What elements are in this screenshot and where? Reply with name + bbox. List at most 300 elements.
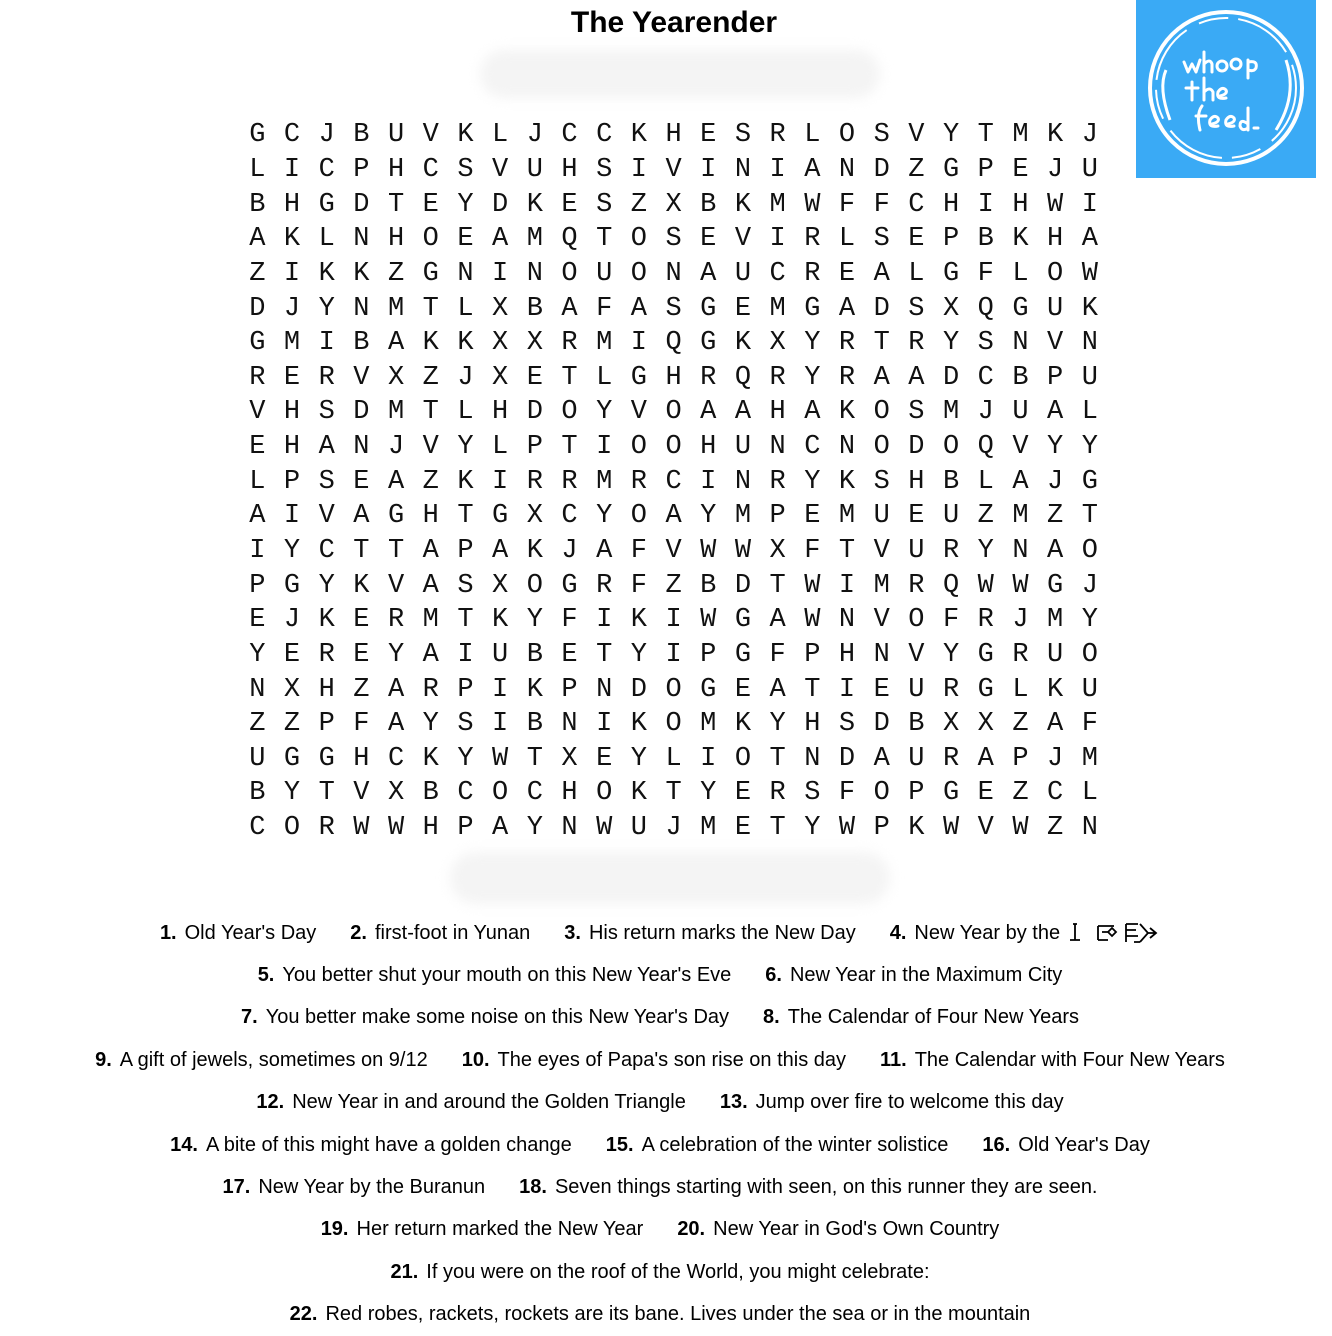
grid-letter[interactable]: N — [838, 154, 856, 185]
grid-letter[interactable]: S — [873, 224, 890, 255]
grid-letter[interactable]: V — [353, 778, 370, 809]
grid-letter[interactable]: P — [942, 224, 960, 255]
grid-letter[interactable]: Z — [249, 258, 266, 289]
grid-letter[interactable]: G — [561, 570, 578, 601]
grid-letter[interactable]: S — [457, 154, 474, 185]
grid-letter[interactable]: I — [283, 154, 301, 185]
grid-letter[interactable]: L — [457, 397, 474, 428]
grid-letter[interactable]: K — [630, 778, 647, 809]
grid-letter[interactable]: F — [1081, 709, 1098, 740]
grid-letter[interactable]: T — [318, 778, 335, 809]
grid-letter[interactable]: V — [1047, 328, 1064, 359]
grid-letter[interactable]: N — [353, 432, 370, 463]
grid-letter[interactable]: O — [283, 813, 301, 844]
grid-letter[interactable]: W — [492, 743, 509, 774]
grid-letter[interactable]: U — [492, 639, 509, 670]
grid-letter[interactable]: B — [422, 778, 439, 809]
grid-letter[interactable]: X — [387, 778, 405, 809]
grid-letter[interactable]: G — [1047, 570, 1064, 601]
grid-letter[interactable]: R — [942, 536, 960, 566]
grid-letter[interactable]: R — [908, 328, 925, 359]
grid-letter[interactable]: A — [387, 709, 405, 740]
grid-letter[interactable]: I — [492, 709, 509, 740]
grid-letter[interactable]: J — [1012, 605, 1029, 636]
grid-letter[interactable]: H — [353, 743, 370, 774]
grid-letter[interactable]: A — [561, 293, 578, 324]
grid-letter[interactable]: A — [1047, 397, 1064, 428]
grid-letter[interactable]: C — [561, 501, 578, 532]
grid-letter[interactable]: X — [492, 362, 509, 393]
grid-letter[interactable]: M — [1081, 743, 1098, 774]
grid-letter[interactable]: T — [561, 432, 578, 463]
grid-letter[interactable]: N — [838, 432, 856, 463]
grid-letter[interactable]: F — [769, 639, 786, 670]
grid-letter[interactable]: W — [596, 813, 613, 844]
grid-letter[interactable]: G — [387, 501, 405, 532]
grid-letter[interactable]: G — [804, 293, 821, 324]
grid-letter[interactable]: Z — [1012, 709, 1029, 740]
grid-letter[interactable]: S — [665, 293, 682, 324]
grid-letter[interactable]: C — [249, 813, 266, 844]
grid-letter[interactable]: H — [1012, 189, 1029, 220]
grid-letter[interactable]: C — [526, 778, 543, 809]
grid-letter[interactable]: F — [630, 536, 647, 566]
grid-letter[interactable]: S — [908, 293, 925, 324]
grid-letter[interactable]: U — [596, 258, 613, 289]
grid-letter[interactable]: W — [387, 813, 405, 844]
grid-letter[interactable]: M — [596, 328, 613, 359]
grid-letter[interactable]: V — [422, 120, 439, 151]
grid-letter[interactable]: H — [665, 362, 682, 393]
grid-letter[interactable]: B — [249, 778, 266, 809]
grid-letter[interactable]: I — [457, 639, 474, 670]
grid-letter[interactable]: V — [387, 570, 405, 601]
grid-letter[interactable]: A — [804, 154, 821, 185]
grid-letter[interactable]: O — [630, 258, 647, 289]
grid-letter[interactable]: H — [942, 189, 960, 220]
grid-letter[interactable]: O — [665, 432, 682, 463]
grid-letter[interactable]: Y — [318, 570, 335, 601]
grid-letter[interactable]: E — [873, 674, 890, 705]
grid-letter[interactable]: V — [630, 397, 647, 428]
grid-letter[interactable]: M — [526, 224, 543, 255]
grid-letter[interactable]: P — [804, 639, 821, 670]
grid-letter[interactable]: C — [283, 120, 301, 151]
grid-letter[interactable]: W — [734, 536, 752, 566]
grid-letter[interactable]: Z — [249, 709, 266, 740]
grid-letter[interactable]: U — [734, 432, 752, 463]
grid-letter[interactable]: U — [1081, 674, 1098, 705]
grid-letter[interactable]: I — [596, 605, 613, 636]
grid-letter[interactable]: N — [769, 432, 786, 463]
grid-letter[interactable]: L — [1012, 258, 1029, 289]
grid-letter[interactable]: B — [353, 328, 370, 359]
grid-letter[interactable]: M — [700, 813, 717, 844]
grid-letter[interactable]: D — [353, 189, 370, 220]
grid-letter[interactable]: Q — [977, 432, 994, 463]
grid-letter[interactable]: F — [977, 258, 994, 289]
grid-letter[interactable]: R — [387, 605, 405, 636]
grid-letter[interactable]: M — [942, 397, 960, 428]
grid-letter[interactable]: W — [353, 813, 370, 844]
grid-letter[interactable]: N — [873, 639, 890, 670]
grid-letter[interactable]: I — [283, 501, 301, 532]
grid-letter[interactable]: V — [908, 639, 925, 670]
grid-letter[interactable]: K — [734, 709, 752, 740]
grid-letter[interactable]: P — [977, 154, 994, 185]
grid-letter[interactable]: Z — [908, 154, 925, 185]
grid-letter[interactable]: A — [1047, 536, 1064, 566]
grid-letter[interactable]: M — [700, 709, 717, 740]
grid-letter[interactable]: A — [977, 743, 994, 774]
grid-letter[interactable]: Y — [422, 709, 439, 740]
grid-letter[interactable]: I — [492, 674, 509, 705]
grid-letter[interactable]: E — [977, 778, 994, 809]
grid-letter[interactable]: G — [942, 258, 960, 289]
grid-letter[interactable]: D — [873, 709, 890, 740]
grid-letter[interactable]: Y — [526, 813, 543, 844]
grid-letter[interactable]: D — [526, 397, 543, 428]
grid-letter[interactable]: J — [457, 362, 474, 393]
grid-letter[interactable]: D — [838, 743, 856, 774]
grid-letter[interactable]: D — [908, 432, 925, 463]
grid-letter[interactable]: Z — [387, 258, 405, 289]
grid-letter[interactable]: R — [769, 778, 786, 809]
grid-letter[interactable]: E — [526, 362, 543, 393]
grid-letter[interactable]: E — [700, 120, 717, 151]
grid-letter[interactable]: S — [908, 397, 925, 428]
grid-letter[interactable]: K — [457, 328, 474, 359]
grid-letter[interactable]: N — [838, 605, 856, 636]
grid-letter[interactable]: I — [249, 536, 266, 566]
grid-letter[interactable]: B — [526, 709, 543, 740]
grid-letter[interactable]: G — [283, 570, 301, 601]
grid-letter[interactable]: O — [596, 778, 613, 809]
grid-letter[interactable]: E — [734, 778, 752, 809]
grid-letter[interactable]: Z — [1047, 813, 1064, 844]
grid-letter[interactable]: S — [596, 189, 613, 220]
grid-letter[interactable]: E — [353, 605, 370, 636]
grid-letter[interactable]: S — [665, 224, 682, 255]
grid-letter[interactable]: I — [630, 328, 647, 359]
grid-letter[interactable]: J — [387, 432, 405, 463]
grid-letter[interactable]: J — [526, 120, 543, 151]
grid-letter[interactable]: Z — [1012, 778, 1029, 809]
grid-letter[interactable]: B — [700, 189, 717, 220]
grid-letter[interactable]: H — [561, 778, 578, 809]
grid-letter[interactable]: E — [908, 501, 925, 532]
grid-letter[interactable]: H — [283, 432, 301, 463]
grid-letter[interactable]: K — [526, 189, 543, 220]
grid-letter[interactable]: P — [526, 432, 543, 463]
grid-letter[interactable]: O — [873, 778, 890, 809]
grid-letter[interactable]: G — [977, 639, 994, 670]
grid-letter[interactable]: B — [977, 224, 994, 255]
grid-letter[interactable]: I — [1081, 189, 1098, 220]
grid-letter[interactable]: R — [249, 362, 266, 393]
grid-letter[interactable]: B — [942, 466, 960, 497]
grid-letter[interactable]: N — [665, 258, 682, 289]
grid-letter[interactable]: T — [561, 362, 578, 393]
grid-letter[interactable]: N — [1012, 328, 1029, 359]
grid-letter[interactable]: U — [1047, 639, 1064, 670]
grid-letter[interactable]: K — [838, 397, 856, 428]
grid-letter[interactable]: Y — [700, 501, 717, 532]
grid-letter[interactable]: H — [804, 709, 821, 740]
grid-letter[interactable]: U — [249, 743, 266, 774]
grid-letter[interactable]: I — [977, 189, 994, 220]
grid-letter[interactable]: G — [422, 258, 439, 289]
grid-letter[interactable]: O — [873, 397, 890, 428]
grid-letter[interactable]: N — [734, 466, 752, 497]
grid-letter[interactable]: C — [457, 778, 474, 809]
grid-letter[interactable]: O — [838, 120, 856, 151]
grid-letter[interactable]: M — [769, 189, 786, 220]
grid-letter[interactable]: I — [630, 154, 647, 185]
grid-letter[interactable]: R — [838, 362, 856, 393]
grid-letter[interactable]: K — [1012, 224, 1029, 255]
grid-letter[interactable]: A — [700, 397, 717, 428]
grid-letter[interactable]: G — [734, 639, 752, 670]
grid-letter[interactable]: O — [630, 501, 647, 532]
grid-letter[interactable]: H — [422, 501, 439, 532]
grid-letter[interactable]: T — [769, 813, 786, 844]
grid-letter[interactable]: Q — [977, 293, 994, 324]
grid-letter[interactable]: C — [318, 536, 335, 566]
grid-letter[interactable]: M — [1012, 501, 1029, 532]
grid-letter[interactable]: I — [492, 466, 509, 497]
grid-letter[interactable]: Y — [942, 120, 960, 151]
grid-letter[interactable]: L — [318, 224, 335, 255]
grid-letter[interactable]: M — [596, 466, 613, 497]
grid-letter[interactable]: R — [1012, 639, 1029, 670]
grid-letter[interactable]: R — [838, 328, 856, 359]
grid-letter[interactable]: G — [700, 674, 717, 705]
grid-letter[interactable]: I — [769, 224, 786, 255]
grid-letter[interactable]: T — [769, 570, 786, 601]
grid-letter[interactable]: L — [596, 362, 613, 393]
grid-letter[interactable]: X — [942, 709, 960, 740]
grid-letter[interactable]: A — [873, 362, 890, 393]
grid-letter[interactable]: E — [422, 189, 439, 220]
grid-letter[interactable]: T — [526, 743, 543, 774]
grid-letter[interactable]: N — [1081, 813, 1098, 844]
grid-letter[interactable]: K — [734, 328, 752, 359]
grid-letter[interactable]: G — [942, 154, 960, 185]
grid-letter[interactable]: T — [838, 536, 856, 566]
grid-letter[interactable]: G — [283, 743, 301, 774]
grid-letter[interactable]: X — [769, 328, 786, 359]
grid-letter[interactable]: Y — [596, 397, 613, 428]
grid-letter[interactable]: P — [457, 813, 474, 844]
grid-letter[interactable]: I — [492, 258, 509, 289]
grid-letter[interactable]: T — [665, 778, 682, 809]
grid-letter[interactable]: D — [942, 362, 960, 393]
grid-letter[interactable]: R — [769, 120, 786, 151]
grid-letter[interactable]: D — [353, 397, 370, 428]
grid-letter[interactable]: K — [353, 258, 370, 289]
grid-letter[interactable]: L — [1081, 397, 1098, 428]
grid-letter[interactable]: I — [665, 605, 682, 636]
grid-letter[interactable]: E — [908, 224, 925, 255]
grid-letter[interactable]: A — [908, 362, 925, 393]
grid-letter[interactable]: S — [873, 466, 890, 497]
grid-letter[interactable]: C — [318, 154, 335, 185]
grid-letter[interactable]: T — [387, 189, 405, 220]
grid-letter[interactable]: W — [700, 605, 717, 636]
grid-letter[interactable]: S — [318, 397, 335, 428]
grid-letter[interactable]: Y — [804, 362, 821, 393]
grid-letter[interactable]: G — [700, 293, 717, 324]
grid-letter[interactable]: V — [318, 501, 335, 532]
grid-letter[interactable]: P — [283, 466, 301, 497]
grid-letter[interactable]: T — [596, 224, 613, 255]
grid-letter[interactable]: D — [492, 189, 509, 220]
grid-letter[interactable]: D — [734, 570, 752, 601]
grid-letter[interactable]: Y — [630, 639, 647, 670]
grid-letter[interactable]: J — [1047, 466, 1064, 497]
grid-letter[interactable]: E — [353, 466, 370, 497]
grid-letter[interactable]: P — [1047, 362, 1064, 393]
grid-letter[interactable]: A — [249, 501, 266, 532]
grid-letter[interactable]: U — [1047, 293, 1064, 324]
grid-letter[interactable]: H — [1047, 224, 1064, 255]
grid-letter[interactable]: Y — [457, 189, 474, 220]
grid-letter[interactable]: M — [734, 501, 752, 532]
grid-letter[interactable]: B — [526, 293, 543, 324]
grid-letter[interactable]: R — [318, 362, 335, 393]
grid-letter[interactable]: R — [769, 362, 786, 393]
grid-letter[interactable]: Y — [630, 743, 647, 774]
grid-letter[interactable]: W — [1081, 258, 1098, 289]
grid-letter[interactable]: N — [561, 709, 578, 740]
grid-letter[interactable]: L — [492, 432, 509, 463]
grid-letter[interactable]: F — [942, 605, 960, 636]
grid-letter[interactable]: T — [387, 536, 405, 566]
grid-letter[interactable]: O — [873, 432, 890, 463]
grid-letter[interactable]: K — [318, 258, 335, 289]
grid-letter[interactable]: R — [942, 674, 960, 705]
grid-letter[interactable]: W — [838, 813, 856, 844]
grid-letter[interactable]: N — [249, 674, 266, 705]
grid-letter[interactable]: I — [700, 154, 717, 185]
grid-letter[interactable]: G — [977, 674, 994, 705]
grid-letter[interactable]: M — [422, 605, 439, 636]
grid-letter[interactable]: V — [422, 432, 439, 463]
grid-letter[interactable]: W — [977, 570, 994, 601]
grid-letter[interactable]: L — [838, 224, 856, 255]
grid-letter[interactable]: P — [318, 709, 335, 740]
grid-letter[interactable]: Z — [422, 362, 439, 393]
grid-letter[interactable]: T — [353, 536, 370, 566]
grid-letter[interactable]: S — [457, 709, 474, 740]
grid-letter[interactable]: L — [1081, 778, 1098, 809]
grid-letter[interactable]: S — [873, 120, 890, 151]
grid-letter[interactable]: X — [526, 328, 543, 359]
grid-letter[interactable]: Q — [734, 362, 752, 393]
grid-letter[interactable]: U — [908, 536, 925, 566]
grid-letter[interactable]: V — [492, 154, 509, 185]
grid-letter[interactable]: C — [596, 120, 613, 151]
grid-letter[interactable]: L — [908, 258, 925, 289]
grid-letter[interactable]: X — [492, 570, 509, 601]
grid-letter[interactable]: Y — [942, 328, 960, 359]
grid-letter[interactable]: K — [457, 466, 474, 497]
grid-letter[interactable]: K — [838, 466, 856, 497]
grid-letter[interactable]: A — [873, 743, 890, 774]
grid-letter[interactable]: K — [526, 536, 543, 566]
grid-letter[interactable]: T — [769, 743, 786, 774]
grid-letter[interactable]: K — [318, 605, 335, 636]
grid-letter[interactable]: T — [457, 501, 474, 532]
grid-letter[interactable]: J — [283, 605, 301, 636]
grid-letter[interactable]: Y — [1081, 605, 1098, 636]
grid-letter[interactable]: V — [734, 224, 752, 255]
grid-letter[interactable]: A — [422, 639, 439, 670]
grid-letter[interactable]: I — [838, 674, 856, 705]
grid-letter[interactable]: P — [908, 778, 925, 809]
grid-letter[interactable]: H — [838, 639, 856, 670]
grid-letter[interactable]: C — [977, 362, 994, 393]
grid-letter[interactable]: T — [422, 293, 439, 324]
grid-letter[interactable]: W — [1047, 189, 1064, 220]
grid-letter[interactable]: O — [526, 570, 543, 601]
grid-letter[interactable]: P — [1012, 743, 1029, 774]
grid-letter[interactable]: K — [630, 120, 647, 151]
grid-letter[interactable]: A — [387, 466, 405, 497]
grid-letter[interactable]: B — [526, 639, 543, 670]
grid-letter[interactable]: O — [492, 778, 509, 809]
grid-letter[interactable]: W — [700, 536, 717, 566]
grid-letter[interactable]: M — [873, 570, 890, 601]
grid-letter[interactable]: Y — [596, 501, 613, 532]
grid-letter[interactable]: G — [1012, 293, 1029, 324]
grid-letter[interactable]: C — [561, 120, 578, 151]
grid-letter[interactable]: K — [1081, 293, 1098, 324]
grid-letter[interactable]: Z — [977, 501, 994, 532]
grid-letter[interactable]: O — [908, 605, 925, 636]
grid-letter[interactable]: W — [804, 189, 821, 220]
grid-letter[interactable]: T — [804, 674, 821, 705]
grid-letter[interactable]: S — [804, 778, 821, 809]
grid-letter[interactable]: I — [700, 466, 717, 497]
grid-letter[interactable]: R — [422, 674, 439, 705]
grid-letter[interactable]: A — [596, 536, 613, 566]
grid-letter[interactable]: J — [977, 397, 994, 428]
grid-letter[interactable]: O — [665, 709, 682, 740]
grid-letter[interactable]: K — [630, 709, 647, 740]
grid-letter[interactable]: Y — [1047, 432, 1064, 463]
grid-letter[interactable]: T — [873, 328, 890, 359]
grid-letter[interactable]: Y — [1081, 432, 1098, 463]
grid-letter[interactable]: N — [1081, 328, 1098, 359]
grid-letter[interactable]: C — [665, 466, 682, 497]
grid-letter[interactable]: F — [838, 189, 856, 220]
grid-letter[interactable]: A — [1012, 466, 1029, 497]
grid-letter[interactable]: N — [596, 674, 613, 705]
grid-letter[interactable]: G — [492, 501, 509, 532]
grid-letter[interactable]: A — [630, 293, 647, 324]
grid-letter[interactable]: H — [283, 397, 301, 428]
grid-letter[interactable]: E — [838, 258, 856, 289]
grid-letter[interactable]: J — [665, 813, 682, 844]
grid-letter[interactable]: Y — [804, 813, 821, 844]
grid-letter[interactable]: U — [1012, 397, 1029, 428]
grid-letter[interactable]: X — [526, 501, 543, 532]
grid-letter[interactable]: Y — [526, 605, 543, 636]
grid-letter[interactable]: N — [353, 293, 370, 324]
grid-letter[interactable]: P — [561, 674, 578, 705]
